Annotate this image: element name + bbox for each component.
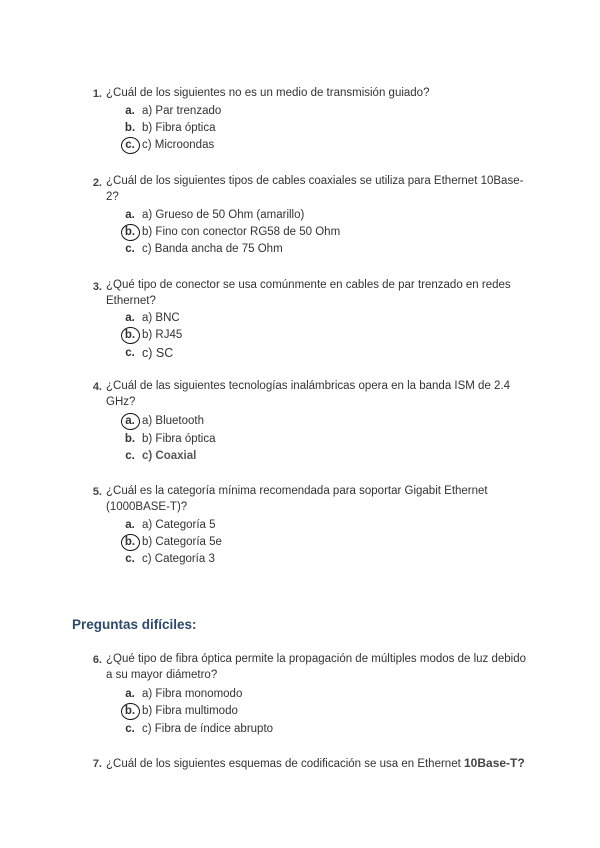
option-text: a) Fibra monomodo — [142, 688, 243, 700]
question-number: 7. — [92, 758, 102, 770]
option-text: a) BNC — [142, 312, 180, 324]
section-title: Preguntas difíciles: — [72, 617, 197, 632]
question-number: 2. — [92, 177, 102, 189]
question-text: ¿Qué tipo de fibra óptica permite la propagación de múltiples modos de luz debido a su mayor diámetro? — [106, 653, 526, 681]
question-text: ¿Cuál de los siguientes tipos de cables coaxiales se utiliza para Ethernet 10Base-2? — [106, 175, 524, 203]
option-letter: b. — [124, 122, 136, 134]
option-text: c) Coaxial — [142, 450, 197, 462]
question-text-main: ¿Cuál de los siguientes esquemas de codificación se usa en Ethernet — [106, 758, 464, 770]
option-text: b) Fino con conector RG58 de 50 Ohm — [142, 226, 341, 238]
question-number: 4. — [92, 381, 102, 393]
option-text: b) Fibra multimodo — [142, 705, 238, 717]
option-letter: a. — [125, 519, 135, 531]
option-text: c) Fibra de índice abrupto — [142, 723, 274, 735]
question-text: ¿Qué tipo de conector se usa comúnmente en cables de par trenzado en redes Ethernet? — [106, 279, 511, 307]
option-letter: a. — [125, 105, 135, 117]
option-text: a) Categoría 5 — [142, 519, 216, 531]
option-letter-circled: b. — [122, 534, 138, 550]
option-letter: a. — [125, 688, 135, 700]
option-letter: b. — [124, 433, 136, 445]
option-letter-circled: b. — [122, 224, 138, 240]
option-letter: c. — [125, 243, 135, 255]
question-number: 3. — [92, 281, 102, 293]
option-letter: a. — [125, 209, 135, 221]
option-letter-circled: a. — [122, 413, 138, 429]
option-letter: c. — [125, 347, 135, 359]
option-text: a) Grueso de 50 Ohm (amarillo) — [142, 209, 305, 221]
option-text: c) Microondas — [142, 139, 215, 151]
option-letter-circled: c. — [122, 137, 138, 153]
option-text: a) Bluetooth — [142, 415, 205, 427]
option-letter: c. — [125, 723, 135, 735]
question-text-tail: 10Base-T? — [464, 756, 525, 770]
option-text: b) RJ45 — [142, 329, 183, 341]
option-letter: c. — [125, 553, 135, 565]
option-text: b) Categoría 5e — [142, 536, 222, 548]
question-text: ¿Cuál de las siguientes tecnologías inalámbricas opera en la banda ISM de 2.4 GHz? — [106, 380, 511, 408]
option-letter-circled: b. — [122, 327, 138, 343]
option-text: b) Fibra óptica — [142, 122, 216, 134]
option-text: a) Par trenzado — [142, 105, 222, 117]
option-text: c) SC — [142, 346, 174, 360]
option-letter: c. — [125, 450, 135, 462]
question-text: ¿Cuál de los siguientes no es un medio de transmisión guiado? — [106, 87, 430, 99]
question-text — [106, 755, 566, 772]
question-text: ¿Cuál es la categoría mínima recomendada para soportar Gigabit Ethernet (1000BASE-T)? — [106, 485, 488, 513]
question-number: 1. — [92, 88, 102, 100]
option-text: b) Fibra óptica — [142, 433, 216, 445]
option-text: c) Banda ancha de 75 Ohm — [142, 243, 283, 255]
question-number: 5. — [92, 486, 102, 498]
option-letter-circled: b. — [122, 703, 138, 719]
option-letter: a. — [125, 312, 135, 324]
option-text: c) Categoría 3 — [142, 553, 215, 565]
question-number: 6. — [92, 654, 102, 666]
